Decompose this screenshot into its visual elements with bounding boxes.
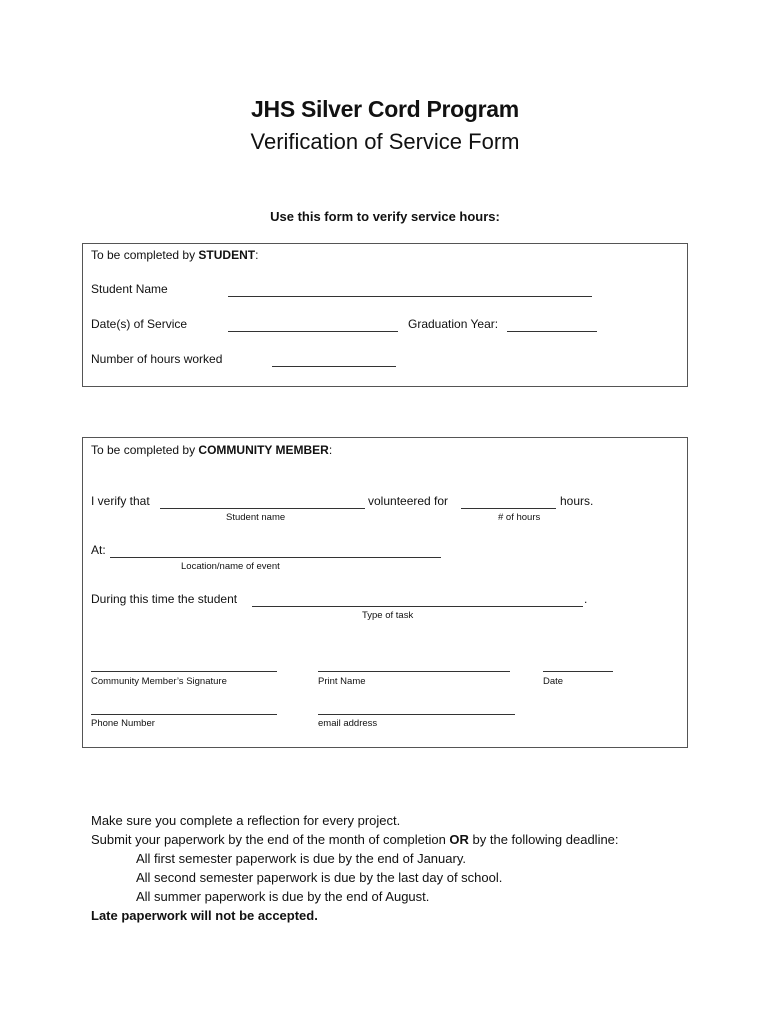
task-field[interactable] bbox=[252, 606, 583, 607]
date-field[interactable] bbox=[543, 671, 613, 672]
student-name-label: Student Name bbox=[91, 282, 168, 296]
graduation-year-field[interactable] bbox=[507, 331, 597, 332]
deadline-item: All summer paperwork is due by the end of August. bbox=[136, 889, 430, 904]
print-name-caption: Print Name bbox=[318, 676, 366, 687]
hours-worked-field[interactable] bbox=[272, 366, 396, 367]
signature-caption: Community Member’s Signature bbox=[91, 676, 227, 687]
hours-worked-label: Number of hours worked bbox=[91, 352, 223, 366]
deadline-item: All second semester paperwork is due by the last day of school. bbox=[136, 870, 503, 885]
verify-suffix: hours. bbox=[560, 494, 594, 508]
phone-field[interactable] bbox=[91, 714, 277, 715]
form-subtitle: Verification of Service Form bbox=[250, 129, 520, 154]
dates-of-service-field[interactable] bbox=[228, 331, 398, 332]
print-name-field[interactable] bbox=[318, 671, 510, 672]
task-caption: Type of task bbox=[362, 610, 414, 621]
verify-prefix: I verify that bbox=[91, 494, 150, 508]
student-section-heading: To be completed by STUDENT: bbox=[91, 248, 259, 262]
email-caption: email address bbox=[318, 718, 378, 729]
location-field[interactable] bbox=[110, 557, 441, 558]
hours-caption: # of hours bbox=[498, 512, 541, 523]
student-name-field[interactable] bbox=[228, 296, 592, 297]
verify-student-name-field[interactable] bbox=[160, 508, 365, 509]
at-label: At: bbox=[91, 543, 106, 557]
deadline-item: All first semester paperwork is due by the end of January. bbox=[136, 851, 466, 866]
form-title: JHS Silver Cord Program bbox=[251, 96, 519, 122]
email-field[interactable] bbox=[318, 714, 515, 715]
dates-of-service-label: Date(s) of Service bbox=[91, 317, 188, 331]
verify-hours-field[interactable] bbox=[461, 508, 556, 509]
reflection-note: Make sure you complete a reflection for every project. bbox=[91, 813, 401, 828]
graduation-year-label: Graduation Year: bbox=[408, 317, 499, 331]
intro-text: Use this form to verify service hours: bbox=[270, 209, 500, 224]
community-section-heading: To be completed by COMMUNITY MEMBER: bbox=[91, 443, 333, 457]
signature-field[interactable] bbox=[91, 671, 277, 672]
deadline-note: Submit your paperwork by the end of the month of completion OR by the following deadline: bbox=[91, 832, 619, 847]
location-caption: Location/name of event bbox=[181, 561, 280, 572]
during-label: During this time the student bbox=[91, 592, 238, 606]
date-caption: Date bbox=[543, 676, 564, 687]
verify-middle: volunteered for bbox=[368, 494, 449, 508]
during-end: . bbox=[584, 592, 588, 606]
late-paperwork-warning: Late paperwork will not be accepted. bbox=[91, 908, 318, 923]
phone-caption: Phone Number bbox=[91, 718, 155, 729]
student-name-caption: Student name bbox=[226, 512, 286, 523]
